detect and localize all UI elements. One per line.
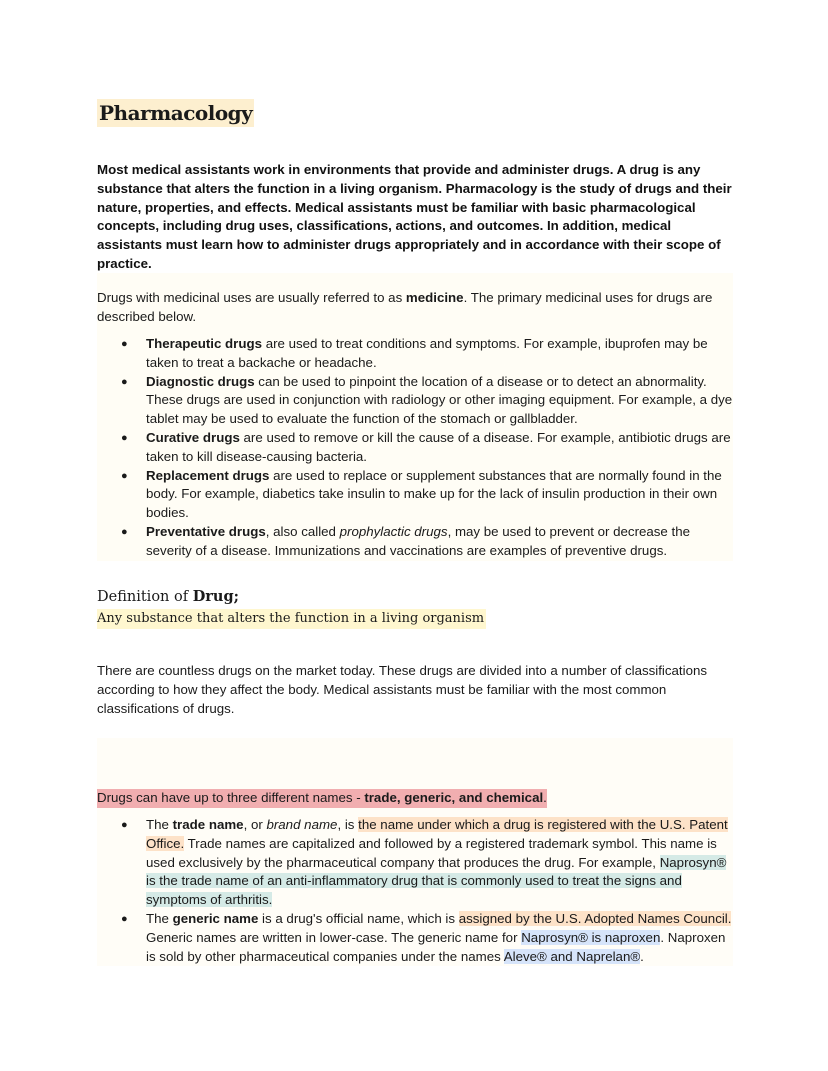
text: , is bbox=[337, 817, 359, 832]
text: Trade names are capitalized and followed by a registered trademark symbol. This name is used exclusively by the pharmaceutical company that produces the drug. For example, bbox=[146, 835, 717, 870]
item-term: Curative drugs bbox=[146, 429, 240, 445]
bullet-icon: ● bbox=[121, 338, 128, 350]
list-item-generic-name bbox=[97, 910, 733, 966]
bullet-icon: ● bbox=[121, 431, 128, 444]
text: The bbox=[146, 910, 173, 926]
definition-heading-text: Definition of bbox=[97, 589, 193, 605]
item-italic: prophylactic drugs bbox=[339, 523, 448, 539]
item-text: are used to replace or supplement substances that are normally found in the body. For example, diabetics take insulin to make up for the lack of insulin production in their own bodies. bbox=[146, 467, 722, 521]
text: . bbox=[640, 948, 644, 964]
list-item bbox=[97, 335, 733, 373]
highlight-teal: Naprosyn® is the trade name of an anti-inflammatory drug that is commonly used to treat the signs and symptoms of arthritis. bbox=[146, 854, 727, 908]
drug-names-section bbox=[97, 738, 733, 966]
item-text-end: , may be used to prevent or decrease the severity of a disease. Immunizations and vaccinations are examples of preventive drugs. bbox=[146, 523, 691, 558]
item-term: Replacement drugs bbox=[146, 467, 270, 483]
definition-block bbox=[97, 587, 733, 629]
heading-text: Drugs can have up to three different names - bbox=[97, 790, 365, 805]
bullet-icon: ● bbox=[121, 819, 128, 831]
definition-heading-term: Drug; bbox=[192, 588, 239, 605]
list-item-trade-name bbox=[97, 816, 733, 910]
bullet-icon: ● bbox=[121, 375, 128, 388]
bullet-icon: ● bbox=[121, 525, 128, 538]
highlight-blue: Naprosyn® is naproxen bbox=[521, 929, 661, 945]
term: trade name bbox=[172, 817, 244, 832]
lead-term: medicine bbox=[405, 290, 464, 305]
drug-names-list bbox=[97, 816, 733, 966]
classifications-paragraph: There are countless drugs on the market today. These drugs are divided into a number of classifications according to how they affect the body. Medical assistants must be familiar with the most common classifications of drugs. bbox=[97, 663, 708, 716]
intro-paragraph: Most medical assistants work in environments that provide and administer drugs. A drug is any substance that alters the function in a living organism. Pharmacology is the study of drugs and their nature, properties, and effects. Medical assistants must be familiar with basic pharmacological concepts, including drug uses, classifications, actions, and outcomes. In addition, medical assistants must learn how to administer drugs appropriately and in accordance with their scope of practice. bbox=[97, 162, 732, 271]
heading-end: . bbox=[543, 790, 547, 805]
list-item bbox=[97, 429, 733, 467]
text: The bbox=[146, 817, 173, 832]
italic-term: brand name bbox=[266, 817, 338, 832]
item-text: are used to remove or kill the cause of a disease. For example, antibiotic drugs are taken to kill disease-causing bacteria. bbox=[146, 429, 731, 464]
bullet-icon: ● bbox=[121, 469, 128, 482]
medicinal-uses-section bbox=[97, 273, 733, 561]
text: . Naproxen is sold by other pharmaceutical companies under the names bbox=[146, 929, 726, 964]
text: is a drug's official name, which is bbox=[258, 910, 459, 926]
list-item bbox=[97, 523, 733, 561]
medicinal-uses-lead bbox=[97, 289, 729, 327]
item-text: are used to treat conditions and symptoms. For example, ibuprofen may be taken to treat a backache or headache. bbox=[146, 336, 708, 370]
term: generic name bbox=[172, 910, 259, 926]
definition-heading bbox=[97, 587, 733, 607]
list-item bbox=[97, 373, 733, 429]
text: , or bbox=[243, 817, 267, 832]
text: Generic names are written in lower-case. The generic name for bbox=[146, 929, 522, 945]
lead-text-end: . The primary medicinal uses for drugs are described below. bbox=[97, 290, 713, 324]
list-item bbox=[97, 467, 733, 523]
item-text: can be used to pinpoint the location of a disease or to detect an abnormality. These drugs are used in conjunction with radiology or other imaging equipment. For example, a dye tablet may be used to evaluate the function of the stomach or gallbladder. bbox=[146, 373, 733, 427]
page-title: Pharmacology bbox=[99, 101, 253, 125]
medicinal-uses-list bbox=[97, 335, 733, 561]
heading-term: trade, generic, and chemical bbox=[364, 790, 544, 805]
highlight-orange: assigned by the U.S. Adopted Names Council. bbox=[458, 910, 732, 926]
lead-text: Drugs with medicinal uses are usually referred to as bbox=[97, 290, 406, 305]
item-term: Diagnostic drugs bbox=[146, 373, 255, 389]
bullet-icon: ● bbox=[121, 912, 128, 925]
item-term: Therapeutic drugs bbox=[146, 336, 262, 351]
highlight-blue: Aleve® and Naprelan® bbox=[503, 948, 641, 964]
highlight-orange: the name under which a drug is registered with the U.S. Patent Office. bbox=[146, 817, 728, 851]
item-term: Preventative drugs bbox=[146, 523, 266, 539]
drug-names-heading bbox=[97, 789, 547, 808]
definition-body: Any substance that alters the function in a living organism bbox=[97, 609, 486, 629]
item-text: , also called bbox=[265, 523, 340, 539]
